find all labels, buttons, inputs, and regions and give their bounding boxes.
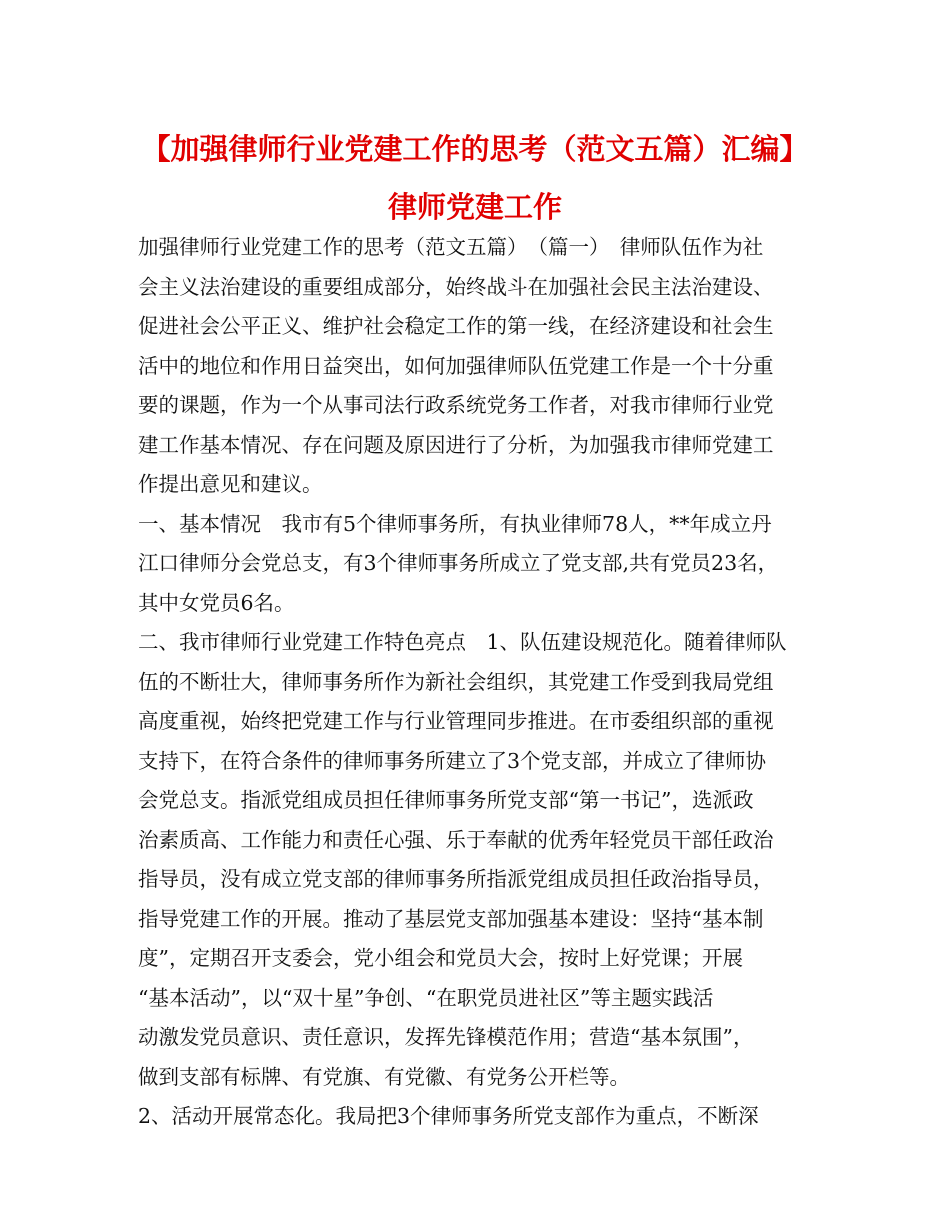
body-line: 要的课题，作为一个从事司法行政系统党务工作者，对我市律师行业党 <box>138 393 774 417</box>
body-line: 指导员，没有成立党支部的律师事务所指派党组成员担任政治指导员， <box>138 867 774 891</box>
body-line: 活中的地位和作用日益突出，如何加强律师队伍党建工作是一个十分重 <box>138 353 774 378</box>
body-line: 建工作基本情况、存在问题及原因进行了分析，为加强我市律师党建工 <box>138 432 774 457</box>
body-line: 支持下，在符合条件的律师事务所建立了3个党支部，并成立了律师协 <box>138 748 767 773</box>
body-line: “基本活动”，以“双十星”争创、“在职党员进社区”等主题实践活 <box>138 985 714 1010</box>
body-line: 其中女党员6名。 <box>138 590 295 615</box>
body-line: 江口律师分会党总支，有3个律师事务所成立了党支部,共有党员23名， <box>138 551 779 575</box>
body-line: 会主义法治建设的重要组成部分，始终战斗在加强社会民主法治建设、 <box>138 274 774 299</box>
body-line: 伍的不断壮大，律师事务所作为新社会组织，其党建工作受到我局党组 <box>138 669 774 694</box>
body-line: 促进社会公平正义、维护社会稳定工作的第一线，在经济建设和社会生 <box>138 314 774 338</box>
body-line: 指导党建工作的开展。推动了基层党支部加强基本建设：坚持“基本制 <box>138 906 764 931</box>
body-line: 二、我市律师行业党建工作特色亮点 1、队伍建设规范化。随着律师队 <box>138 630 787 654</box>
title-line-2: 律师党建工作 <box>387 190 562 224</box>
body-line: 做到支部有标牌、有党旗、有党徽、有党务公开栏等。 <box>138 1064 630 1089</box>
document-title <box>100 120 850 236</box>
body-line: 治素质高、工作能力和责任心强、乐于奉献的优秀年轻党员干部任政治 <box>138 827 774 852</box>
body-line: 会党总支。指派党组成员担任律师事务所党支部“第一书记”，选派政 <box>138 788 754 812</box>
body-line: 2、活动开展常态化。我局把3个律师事务所党支部作为重点，不断深 <box>138 1104 759 1128</box>
body-line: 一、基本情况 我市有5个律师事务所，有执业律师78人，**年成立丹 <box>138 511 772 536</box>
body-line: 作提出意见和建议。 <box>138 472 323 496</box>
body-line: 度”，定期召开支委会，党小组会和党员大会，按时上好党课；开展 <box>138 946 743 970</box>
document-body <box>138 228 828 1137</box>
body-line: 高度重视，始终把党建工作与行业管理同步推进。在市委组织部的重视 <box>138 709 774 733</box>
body-line: 加强律师行业党建工作的思考（范文五篇） （篇一） 律师队伍作为社 <box>138 235 764 259</box>
body-line: 动激发党员意识、责任意识，发挥先锋模范作用；营造“基本氛围”， <box>138 1025 754 1049</box>
title-line-1: 【加强律师行业党建工作的思考（范文五篇）汇编】 <box>141 132 809 166</box>
